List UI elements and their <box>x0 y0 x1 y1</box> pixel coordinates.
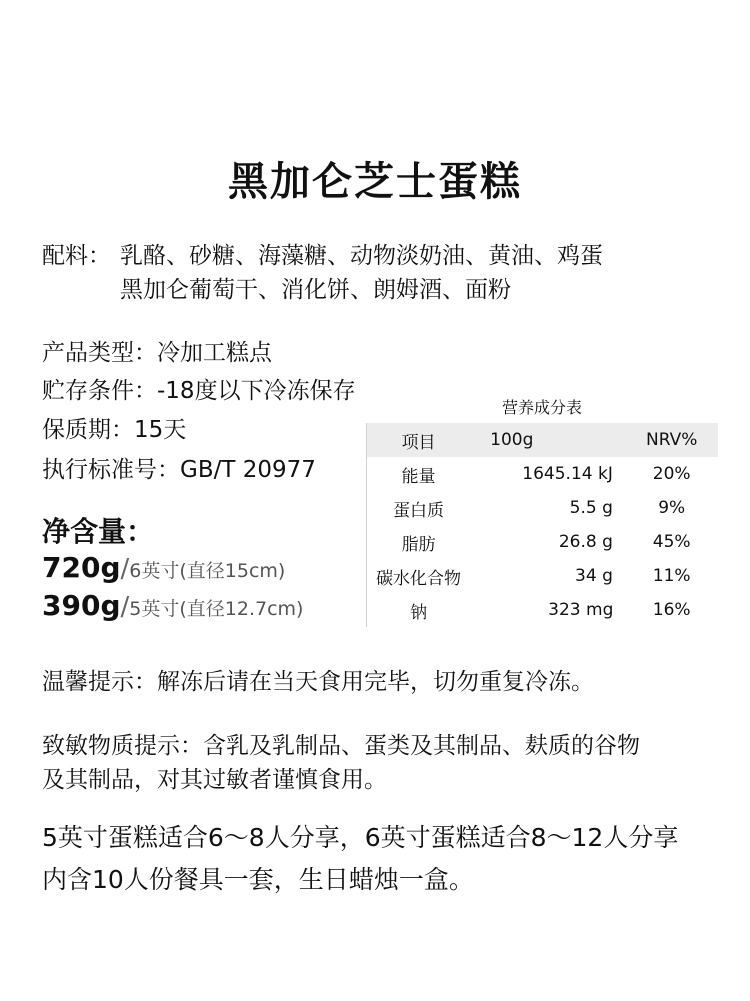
nutrient-nrv: 16% <box>652 600 691 620</box>
table-row <box>367 457 719 491</box>
serving-info-line-1: 5英寸蛋糕适合6～8人分享，6英寸蛋糕适合8～12人分享 <box>42 823 679 852</box>
nutrient-nrv: 45% <box>652 532 691 552</box>
shelf-life: 保质期：15天 <box>42 417 187 443</box>
nutrition-table <box>366 423 718 627</box>
nutrition-header-per100g: 100g <box>470 423 625 457</box>
ingredients-line-1: 乳酪、砂糖、海藻糖、动物淡奶油、黄油、鸡蛋 <box>120 243 603 269</box>
nutrient-name: 脂肪 <box>401 534 436 555</box>
nutrition-header-item: 项目 <box>367 423 471 457</box>
nutrition-header-row <box>367 423 719 457</box>
execution-standard: 执行标准号：GB/T 20977 <box>42 457 316 483</box>
allergen-tip-line-1: 致敏物质提示：含乳及乳制品、蛋类及其制品、麸质的谷物 <box>42 733 640 759</box>
net-weight-slash: / <box>120 554 130 584</box>
nutrient-name: 钠 <box>410 602 428 623</box>
page-title: 黑加仑芝士蛋糕 <box>228 159 522 205</box>
nutrient-nrv: 11% <box>652 566 691 586</box>
net-weight-size: 5英寸(直径12.7cm) <box>129 598 304 620</box>
nutrient-amount: 34 g <box>575 566 613 586</box>
serving-info-line-2: 内含10人份餐具一套，生日蜡烛一盒。 <box>42 865 474 894</box>
ingredients-line-2: 黑加仑葡萄干、消化饼、朗姆酒、面粉 <box>120 277 511 303</box>
nutrient-amount: 1645.14 kJ <box>522 464 613 484</box>
nutrition-panel <box>366 393 718 627</box>
net-weight-value: 390g <box>42 589 121 622</box>
table-row <box>367 525 719 559</box>
nutrition-title: 营养成分表 <box>501 398 582 417</box>
net-content-label: 净含量： <box>42 515 155 548</box>
nutrient-name: 碳水化合物 <box>376 568 462 589</box>
net-weight-size: 6英寸(直径15cm) <box>129 560 286 582</box>
table-row <box>367 491 719 525</box>
table-row <box>367 559 719 593</box>
nutrient-amount: 5.5 g <box>569 498 613 518</box>
net-weight-row <box>42 551 285 584</box>
nutrient-nrv: 9% <box>658 498 686 518</box>
product-type: 产品类型：冷加工糕点 <box>42 340 272 366</box>
nutrient-amount: 323 mg <box>548 600 614 620</box>
nutrient-name: 能量 <box>401 466 436 487</box>
nutrition-header-nrv: NRV% <box>625 423 718 457</box>
nutrient-nrv: 20% <box>652 464 691 484</box>
table-row <box>367 593 719 627</box>
warm-tip: 温馨提示：解冻后请在当天食用完毕，切勿重复冷冻。 <box>42 669 594 695</box>
net-weight-slash: / <box>120 592 130 622</box>
storage-conditions: 贮存条件：-18度以下冷冻保存 <box>42 378 356 404</box>
net-weight-value: 720g <box>42 551 121 584</box>
allergen-tip-line-2: 及其制品，对其过敏者谨慎食用。 <box>42 767 387 793</box>
net-weight-row <box>42 589 303 622</box>
nutrient-name: 蛋白质 <box>393 500 445 521</box>
ingredients-label: 配料： <box>42 243 111 269</box>
nutrient-amount: 26.8 g <box>558 532 613 552</box>
